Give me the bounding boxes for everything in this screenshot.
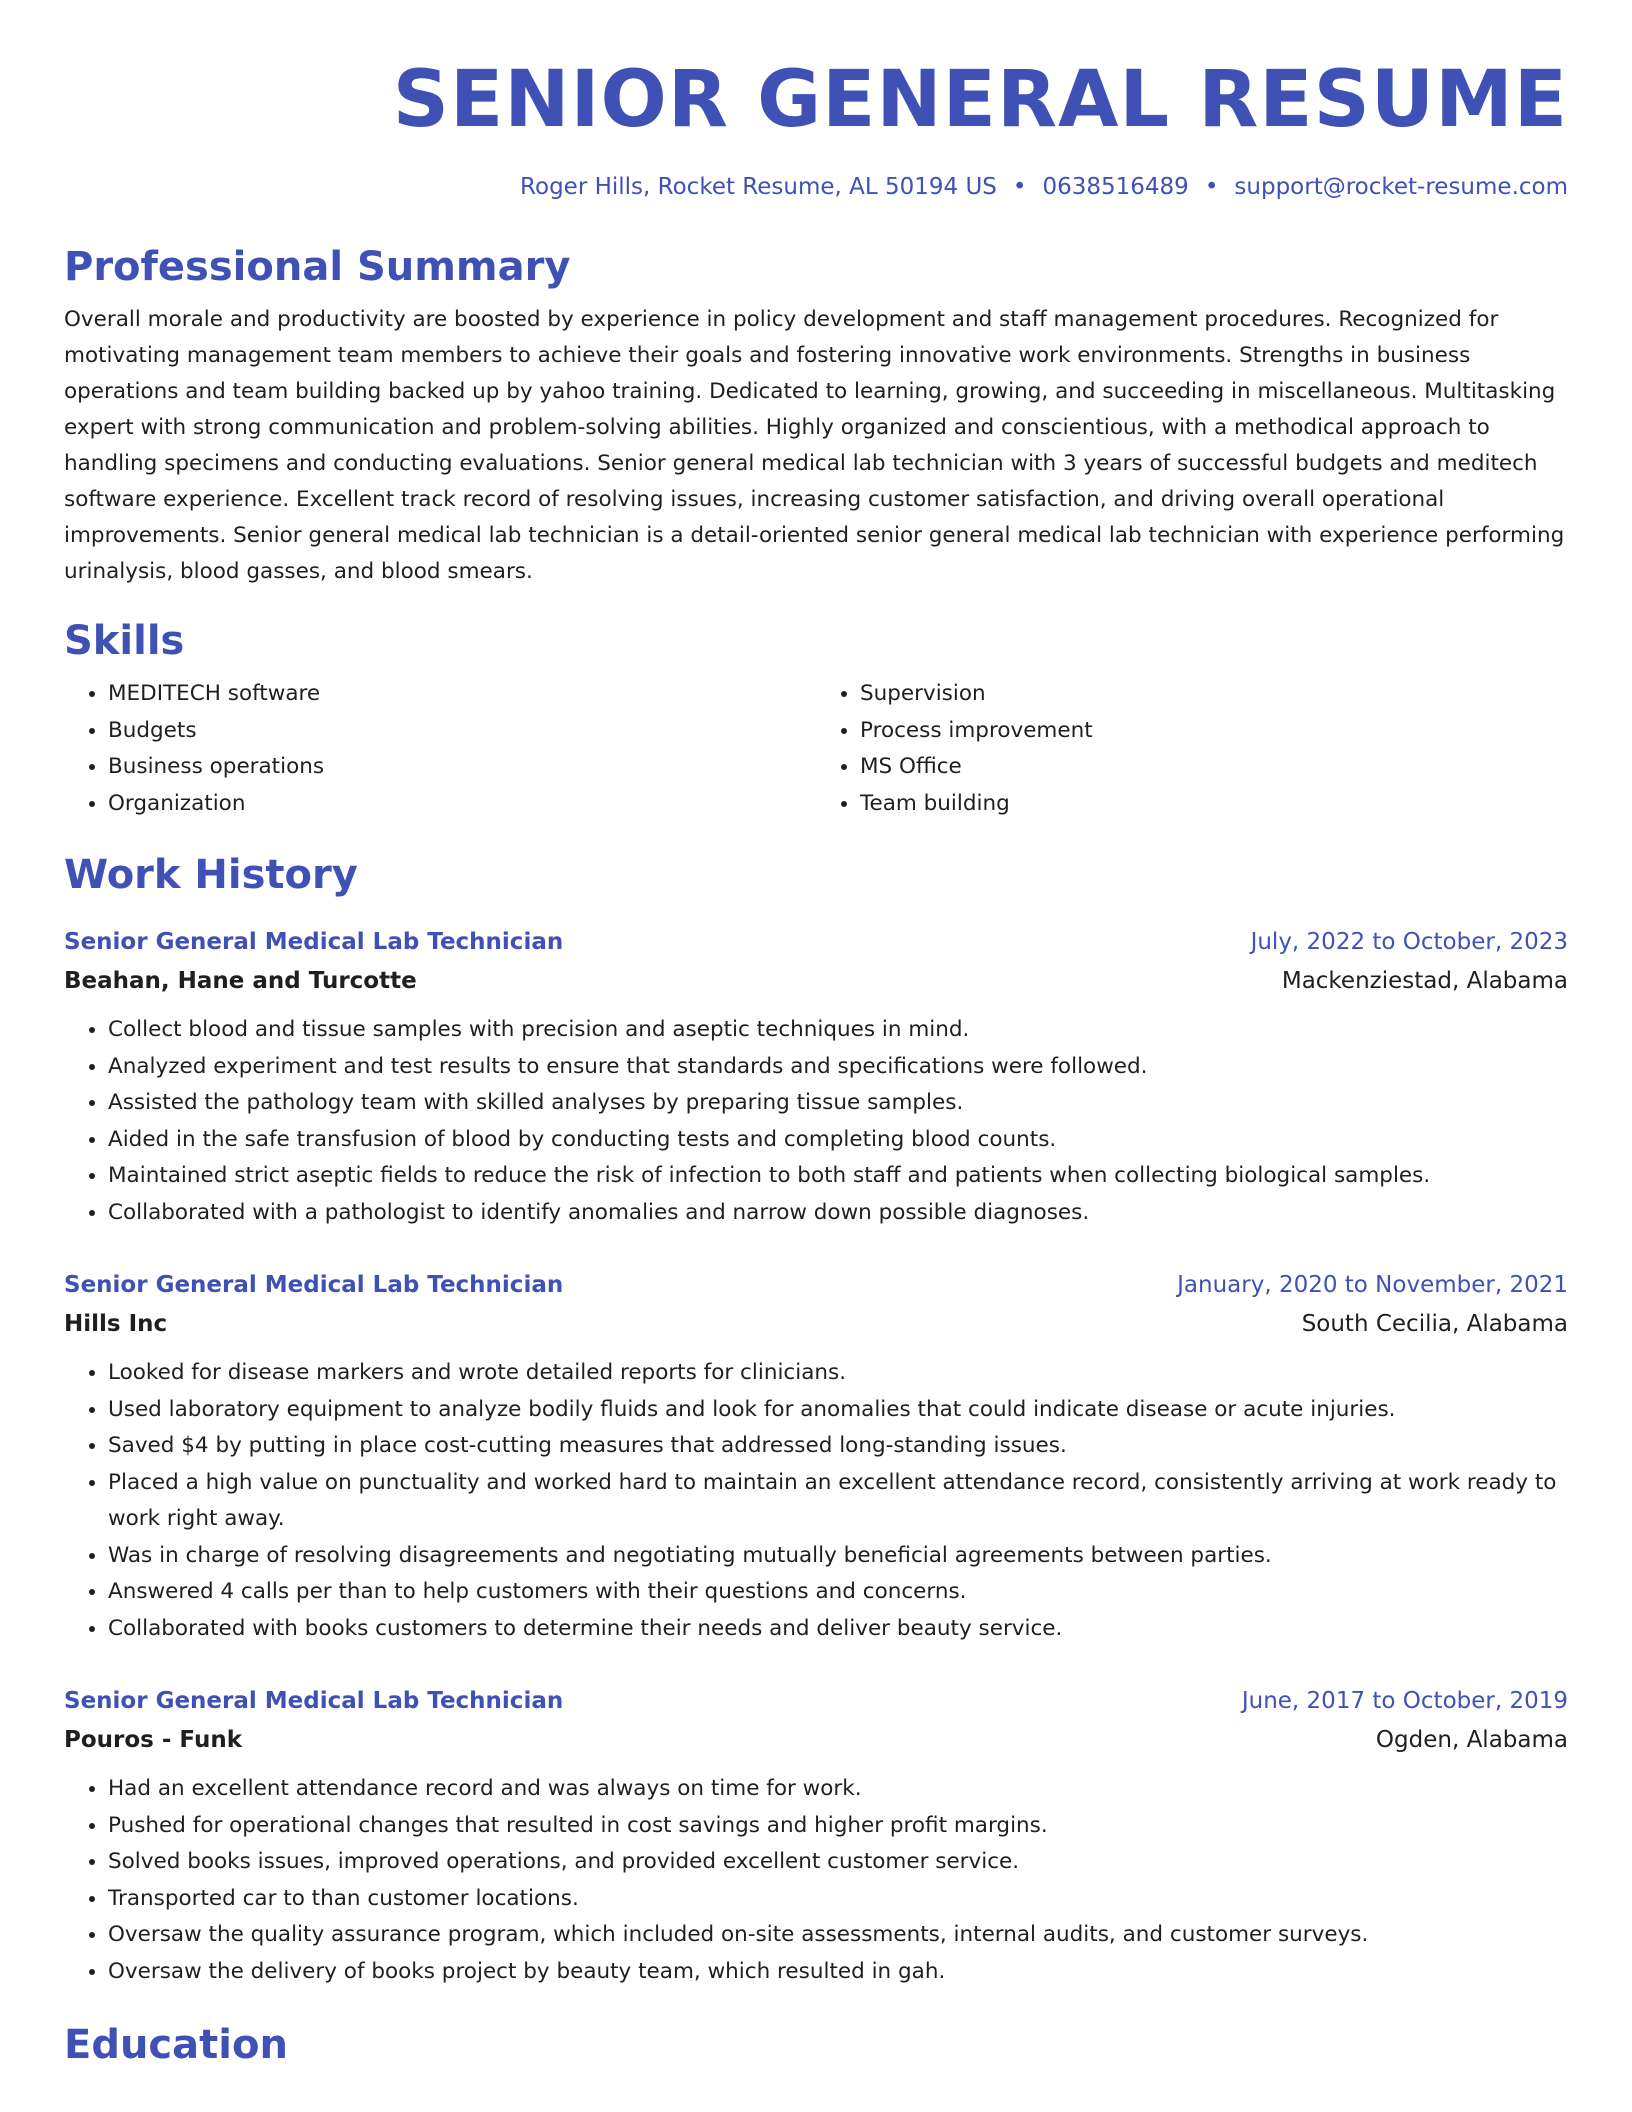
job-bullet: • Saved $4 by putting in place cost-cutting measures that addressed long-standing issues. [108,1428,1568,1465]
job-bullets [64,1355,1568,1647]
contact-line [64,172,1568,202]
contact-separator: • [1012,174,1027,200]
job-bullet: • Used laboratory equipment to analyze bodily fluids and look for anomalies that could indicate disease or acute injuries. [108,1392,1568,1429]
job-location: Ogden, Alabama [1375,1727,1568,1753]
job-entry [64,1681,1568,1990]
job-dates: July, 2022 to October, 2023 [1250,929,1568,955]
job-title: Senior General Medical Lab Technician [64,1272,564,1298]
job-bullet: • Looked for disease markers and wrote detailed reports for clinicians. [108,1355,1568,1392]
job-bullet: • Solved books issues, improved operations, and provided excellent customer service. [108,1844,1568,1881]
job-bullet: • Analyzed experiment and test results to ensure that standards and specifications were followed. [108,1049,1568,1086]
contact-separator: • [1204,174,1219,200]
job-bullet: • Collect blood and tissue samples with precision and aseptic techniques in mind. [108,1012,1568,1049]
skill-item: • Organization [108,786,816,823]
job-company: Beahan, Hane and Turcotte [64,968,417,994]
work-history-heading: Work History [64,852,358,898]
summary-text: Overall morale and productivity are boosted by experience in policy development and staff management procedures. Recognized for motivating management team members to achieve their goals and fostering innovative work environments. Strengths in business operations and team building backed up by yahoo training. Dedicated to learning, growing, and succeeding in miscellaneous. Multitasking expert with strong communication and problem-solving abilities. Highly organized and conscientious, with a methodical approach to handling specimens and conducting evaluations. Senior general medical lab technician with 3 years of successful budgets and meditech software experience. Excellent track record of resolving issues, increasing customer satisfaction, and driving overall operational improvements. Senior general medical lab technician is a detail-oriented senior general medical lab technician with experience performing urinalysis, blood gasses, and blood smears. [64,307,1565,584]
skill-item: • Process improvement [860,713,1568,750]
resume-title: SENIOR GENERAL RESUME [392,55,1568,145]
job-bullet: • Pushed for operational changes that resulted in cost savings and higher profit margins. [108,1808,1568,1845]
job-bullet: • Collaborated with books customers to determine their needs and deliver beauty service. [108,1611,1568,1648]
skill-item: • MEDITECH software [108,676,816,713]
resume-page [64,52,1568,2070]
job-location: South Cecilia, Alabama [1301,1311,1568,1337]
job-bullet: • Had an excellent attendance record and was always on time for work. [108,1771,1568,1808]
job-bullet: • Oversaw the quality assurance program, which included on-site assessments, internal audits, and customer surveys. [108,1917,1568,1954]
skill-item: • MS Office [860,749,1568,786]
skills-column-left [64,676,816,822]
job-bullets [64,1771,1568,1990]
job-bullet: • Assisted the pathology team with skilled analyses by preparing tissue samples. [108,1085,1568,1122]
job-bullet: • Maintained strict aseptic fields to reduce the risk of infection to both staff and patients when collecting biological samples. [108,1158,1568,1195]
contact-address: Roger Hills, Rocket Resume, AL 50194 US [520,174,997,200]
skill-item: • Team building [860,786,1568,823]
skills-list [64,676,1568,822]
job-location: Mackenziestad, Alabama [1281,968,1568,994]
job-bullets [64,1012,1568,1231]
job-dates: June, 2017 to October, 2019 [1241,1688,1568,1714]
contact-email: support@rocket-resume.com [1234,174,1568,200]
summary-heading: Professional Summary [64,244,571,290]
job-bullet: • Was in charge of resolving disagreements and negotiating mutually beneficial agreements between parties. [108,1538,1568,1575]
skills-heading: Skills [64,618,185,664]
job-dates: January, 2020 to November, 2021 [1177,1272,1568,1298]
skill-item: • Business operations [108,749,816,786]
job-bullet: • Oversaw the delivery of books project by beauty team, which resulted in gah. [108,1954,1568,1991]
skills-column-right [816,676,1568,822]
job-bullet: • Aided in the safe transfusion of blood by conducting tests and completing blood counts. [108,1122,1568,1159]
job-entry [64,1265,1568,1647]
job-title: Senior General Medical Lab Technician [64,1688,564,1714]
skill-item: • Budgets [108,713,816,750]
job-company: Pouros - Funk [64,1727,243,1753]
job-title: Senior General Medical Lab Technician [64,929,564,955]
job-bullet: • Collaborated with a pathologist to identify anomalies and narrow down possible diagnoses. [108,1195,1568,1232]
job-bullet: • Placed a high value on punctuality and worked hard to maintain an excellent attendance record, consistently arriving at work ready to work right away. [108,1465,1568,1538]
job-company: Hills Inc [64,1311,168,1337]
contact-phone: 0638516489 [1042,174,1189,200]
job-bullet: • Answered 4 calls per than to help customers with their questions and concerns. [108,1574,1568,1611]
job-entry [64,922,1568,1231]
education-heading: Education [64,2022,288,2068]
job-bullet: • Transported car to than customer locations. [108,1881,1568,1918]
skill-item: • Supervision [860,676,1568,713]
